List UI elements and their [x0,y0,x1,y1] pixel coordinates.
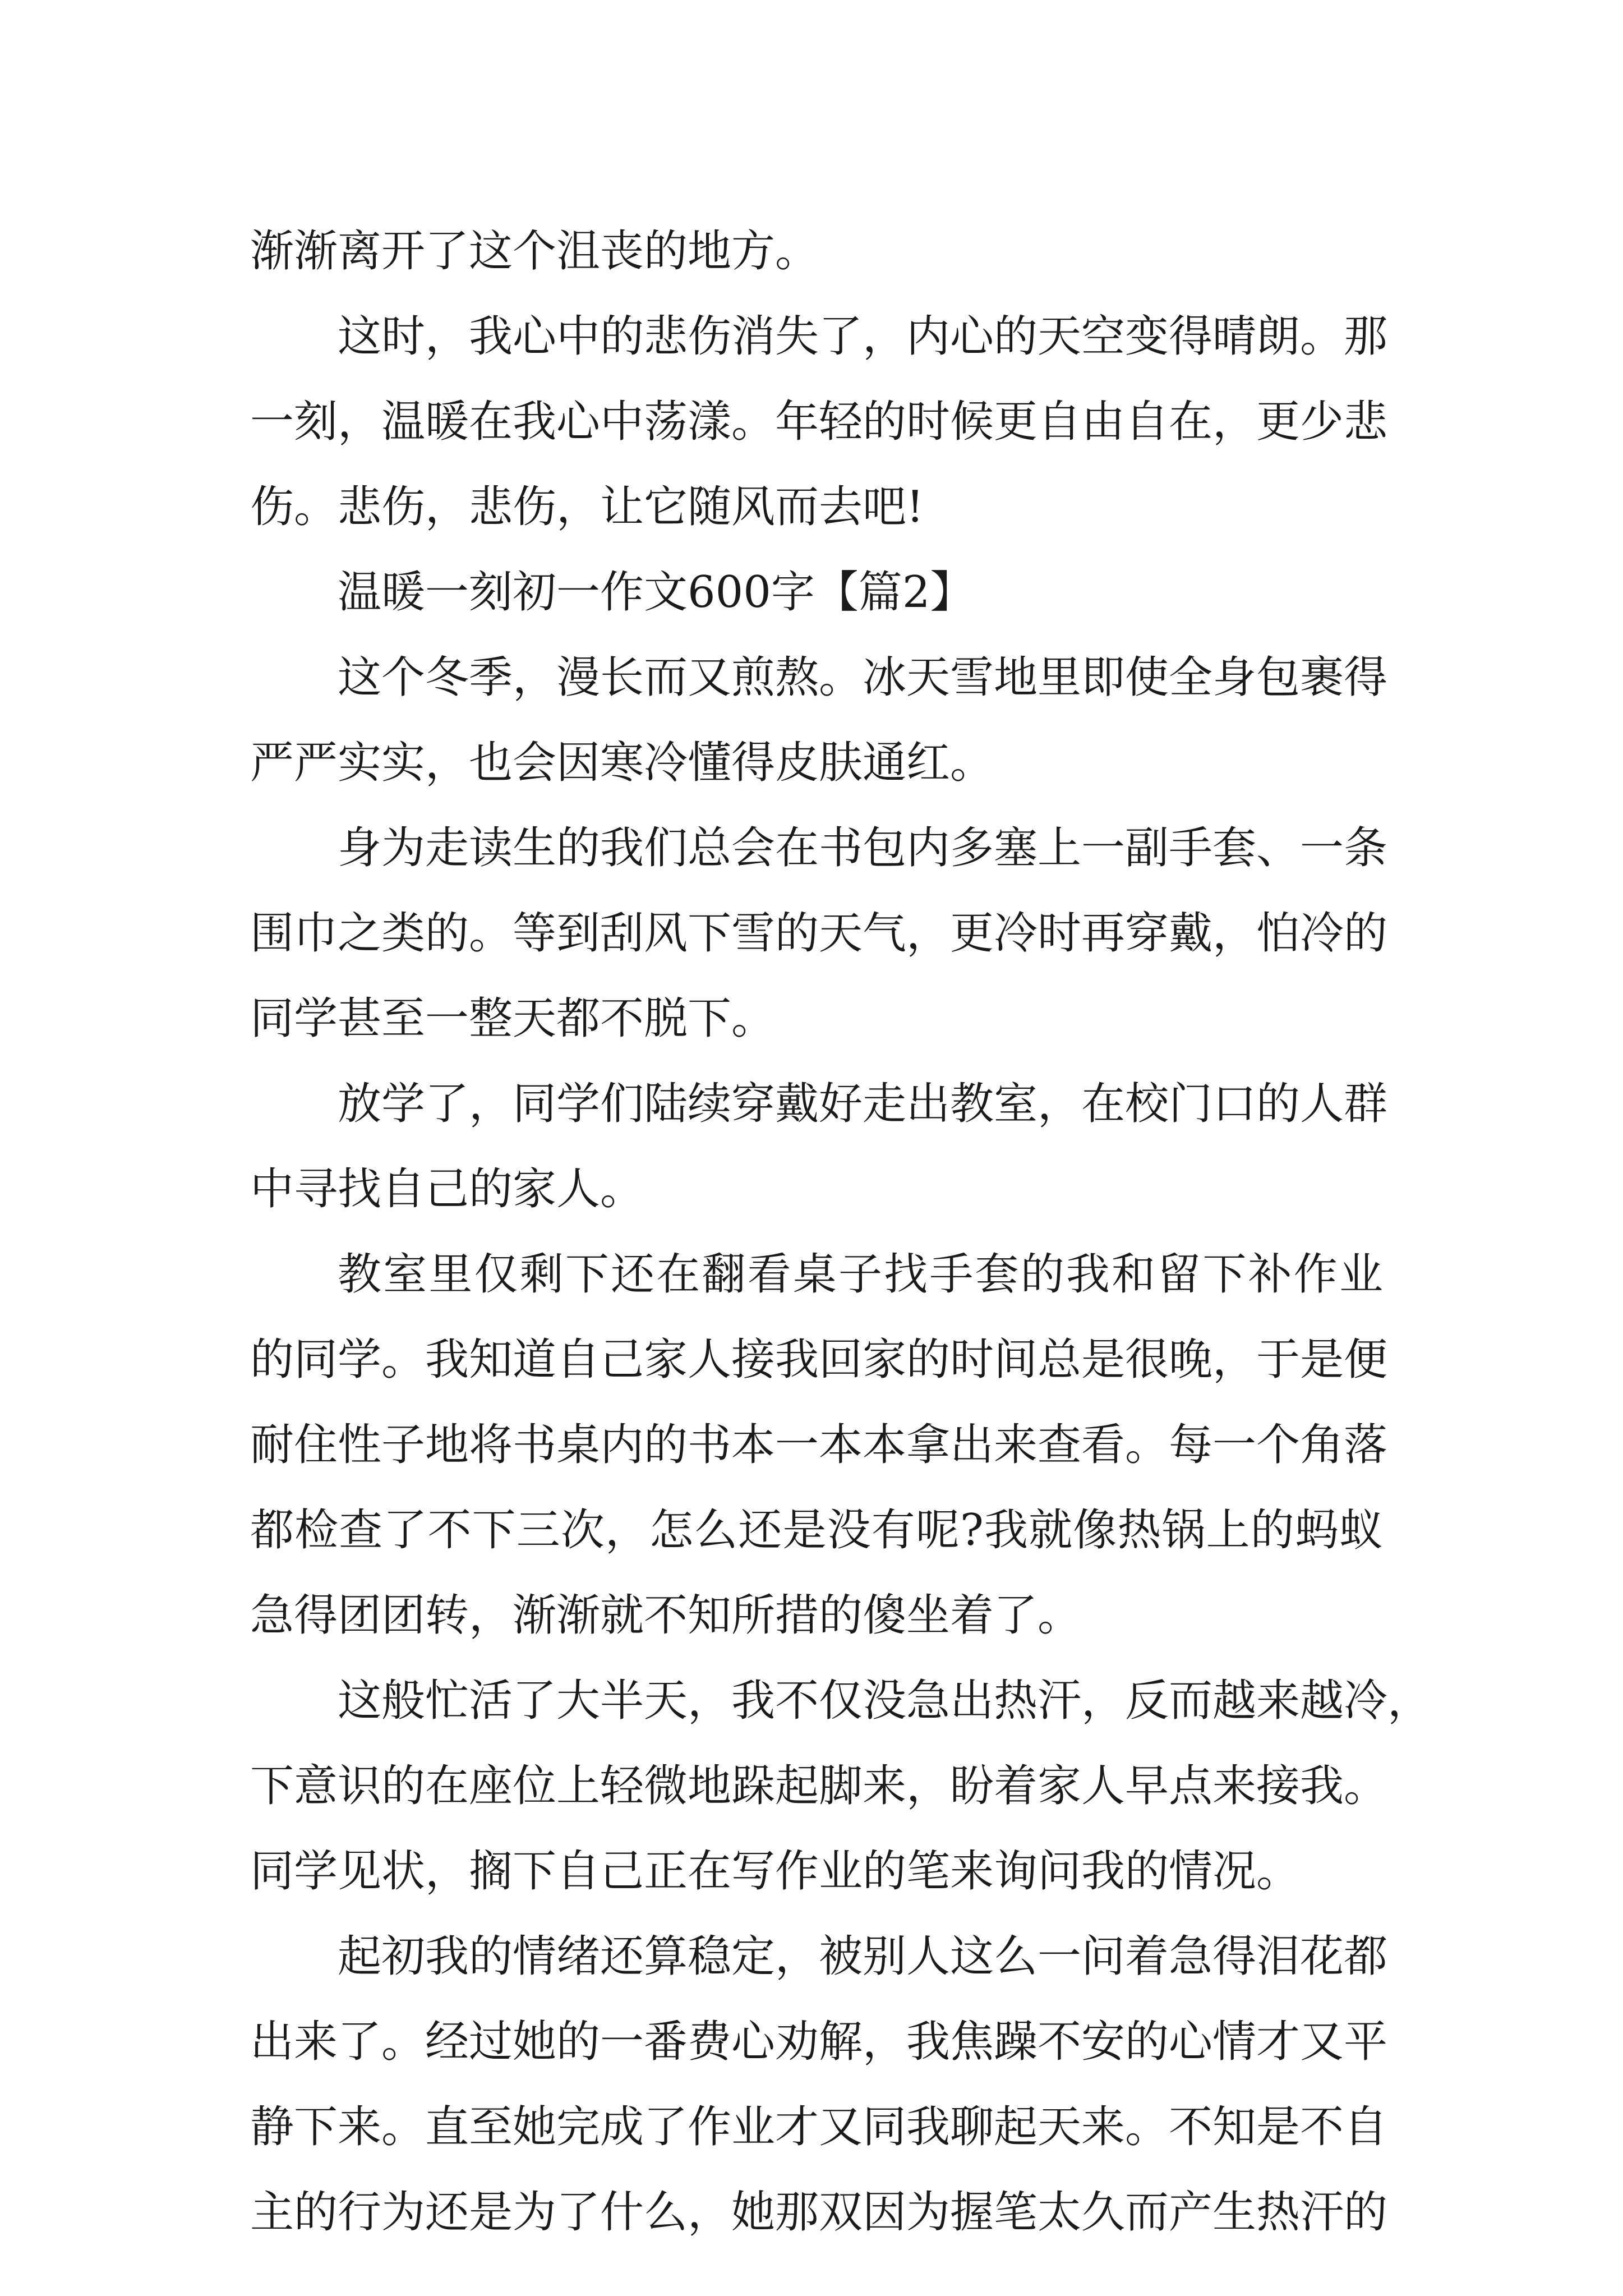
text-line: 身为走读生的我们总会在书包内多塞上一副手套、一条 [338,823,1388,873]
text-line: 下意识的在座位上轻微地跺起脚来，盼着家人早点来接我。 [250,1761,1388,1811]
body-text [250,209,1432,2255]
text-line: 中寻找自己的家人。 [250,1164,644,1214]
text-line: 静下来。直至她完成了作业才又同我聊起天来。不知是不自 [250,2102,1388,2152]
text-line: 同学甚至一整天都不脱下。 [250,993,776,1044]
text-line: 伤。悲伤，悲伤，让它随风而去吧! [250,482,924,532]
text-line: 渐渐离开了这个沮丧的地方。 [250,226,819,277]
text-line: 都检查了不下三次，怎么还是没有呢?我就像热锅上的蚂蚁 [250,1505,1383,1556]
text-line: 教室里仅剩下还在翻看桌子找手套的我和留下补作业 [338,1249,1383,1300]
text-line: 急得团团转，渐渐就不知所措的傻坐着了。 [250,1590,1082,1641]
text-line: 一刻，温暖在我心中荡漾。年轻的时候更自由自在，更少悲 [250,397,1388,447]
text-line: 严严实实，也会因寒冷懂得皮肤通红。 [250,738,994,788]
text-line: 耐住性子地将书桌内的书本一本本拿出来查看。每一个角落 [250,1420,1388,1470]
text-line: 这个冬季，漫长而又煎熬。冰天雪地里即使全身包裹得 [338,652,1388,703]
text-line: 这般忙活了大半天，我不仅没急出热汗，反而越来越冷， [338,1676,1432,1726]
text-line: 这时，我心中的悲伤消失了，内心的天空变得晴朗。那 [338,311,1388,362]
text-line: 出来了。经过她的一番费心劝解，我焦躁不安的心情才又平 [250,2017,1388,2067]
text-line: 主的行为还是为了什么，她那双因为握笔太久而产生热汗的 [250,2187,1388,2238]
text-line: 起初我的情绪还算稳定，被别人这么一问着急得泪花都 [338,1931,1388,1982]
text-line: 放学了，同学们陆续穿戴好走出教室，在校门口的人群 [338,1079,1388,1129]
text-line: 温暖一刻初一作文600字【篇2】 [338,567,974,618]
text-line: 的同学。我知道自己家人接我回家的时间总是很晚，于是便 [250,1335,1388,1385]
text-line: 同学见状，搁下自己正在写作业的笔来询问我的情况。 [250,1846,1301,1897]
text-line: 围巾之类的。等到刮风下雪的天气，更冷时再穿戴，怕冷的 [250,908,1388,959]
